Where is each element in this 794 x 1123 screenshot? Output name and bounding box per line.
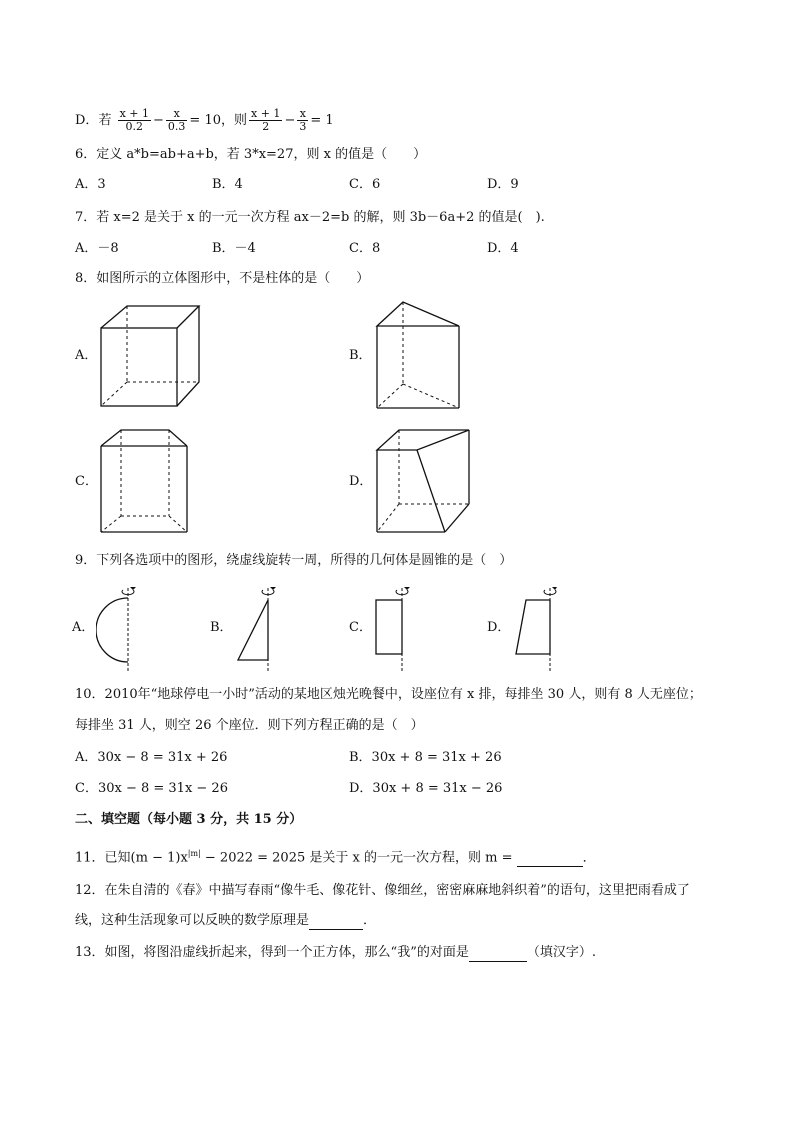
q10-option-b: B．30x + 8 = 31x + 26 xyxy=(349,750,502,765)
q7-option-d: D．4 xyxy=(487,241,519,256)
trapezoid-figure xyxy=(510,580,558,676)
answer-blank-12[interactable] xyxy=(309,929,363,930)
question-10-line1: 10．2010年“地球停电一小时”活动的某地区烛光晚餐中，设座位有 x 排，每排坐 30 人，则有 8 人无座位； xyxy=(75,687,702,702)
fraction-2: $\frac{x}{0.3}$ xyxy=(167,107,186,133)
answer-blank-11[interactable] xyxy=(517,866,583,867)
rotation-arrow-icon xyxy=(270,587,276,590)
q6-option-c: C．6 xyxy=(349,177,381,192)
question-12-line2: 线，这种生活现象可以反映的数学原理是 ． xyxy=(75,913,377,928)
q8-option-b: B． xyxy=(349,348,372,363)
q10-option-d: D．30x + 8 = 31x − 26 xyxy=(349,781,503,796)
q10-option-a: A．30x − 8 = 31x + 26 xyxy=(75,750,228,765)
rectangle-figure xyxy=(372,580,416,676)
q8-option-a: A． xyxy=(75,348,98,363)
q7-option-a: A．－8 xyxy=(75,241,119,256)
rotation-arrow-icon xyxy=(130,587,136,590)
q6-option-b: B．4 xyxy=(212,177,243,192)
q7-option-b: B．－4 xyxy=(212,241,256,256)
triangular-prism-figure xyxy=(373,298,465,414)
section-title: 二、填空题（每小题 3 分，共 15 分） xyxy=(75,812,303,827)
question-12-line1: 12．在朱自清的《春》中描写春雨“像牛毛、像花针、像细丝，密密麻麻地斜织着”的语句，这里把雨看成了 xyxy=(75,883,690,898)
q6-option-a: A．3 xyxy=(75,177,106,192)
question-8: 8．如图所示的立体图形中，不是柱体的是（ ） xyxy=(75,271,370,286)
frustum-figure xyxy=(97,426,191,538)
q9-option-a: A． xyxy=(72,620,95,635)
q9-option-c: C． xyxy=(349,620,372,635)
q10-option-c: C．30x − 8 = 31x − 26 xyxy=(75,781,228,796)
answer-blank-13[interactable] xyxy=(469,961,527,962)
fraction-4: $\frac{x}{3}$ xyxy=(299,107,307,133)
q7-option-c: C．8 xyxy=(349,241,381,256)
rotation-arrow-icon xyxy=(552,587,557,590)
q8-option-d: D． xyxy=(349,474,373,489)
fraction-1: $\frac{x + 1}{0.2}$ xyxy=(119,107,150,133)
q9-option-d: D． xyxy=(487,620,511,635)
question-7: 7．若 x=2 是关于 x 的一元一次方程 ax－2=b 的解，则 3b－6a+2 的值是( ). xyxy=(75,210,545,225)
q5-option-d: D．若 $\frac{x + 1}{0.2}$ − $\frac{x}{0.3}$ = 10，则 $\frac{x + 1}{2}$ − $\frac{x}{3}$ = 1 xyxy=(75,107,334,133)
rotation-arrow-icon xyxy=(404,587,410,590)
q6-option-d: D．9 xyxy=(487,177,519,192)
q9-option-b: B． xyxy=(210,620,233,635)
question-10-line2: 每排坐 31 人，则空 26 个座位．则下列方程正确的是（ ） xyxy=(75,718,424,733)
semicircle-figure xyxy=(96,580,140,676)
right-triangle-figure xyxy=(234,580,278,676)
q8-option-c: C． xyxy=(75,474,98,489)
fraction-3: $\frac{x + 1}{2}$ xyxy=(251,107,281,133)
question-9: 9．下列各选项中的图形，绕虚线旋转一周，所得的几何体是圆锥的是（ ） xyxy=(75,553,513,568)
cube-figure xyxy=(95,300,205,412)
question-6: 6．定义 a*b=ab+a+b，若 3*x=27，则 x 的值是（ ） xyxy=(75,147,427,162)
question-11: 11．已知$(m - 1)x^{|m|} - 2022 = 2025$ 是关于 x 的一元一次方程，则 m = ． xyxy=(75,849,596,866)
cut-prism-figure xyxy=(373,426,475,538)
question-13: 13．如图，将图沿虚线折起来，得到一个正方体，那么“我”的对面是 （填汉字）. xyxy=(75,945,596,960)
